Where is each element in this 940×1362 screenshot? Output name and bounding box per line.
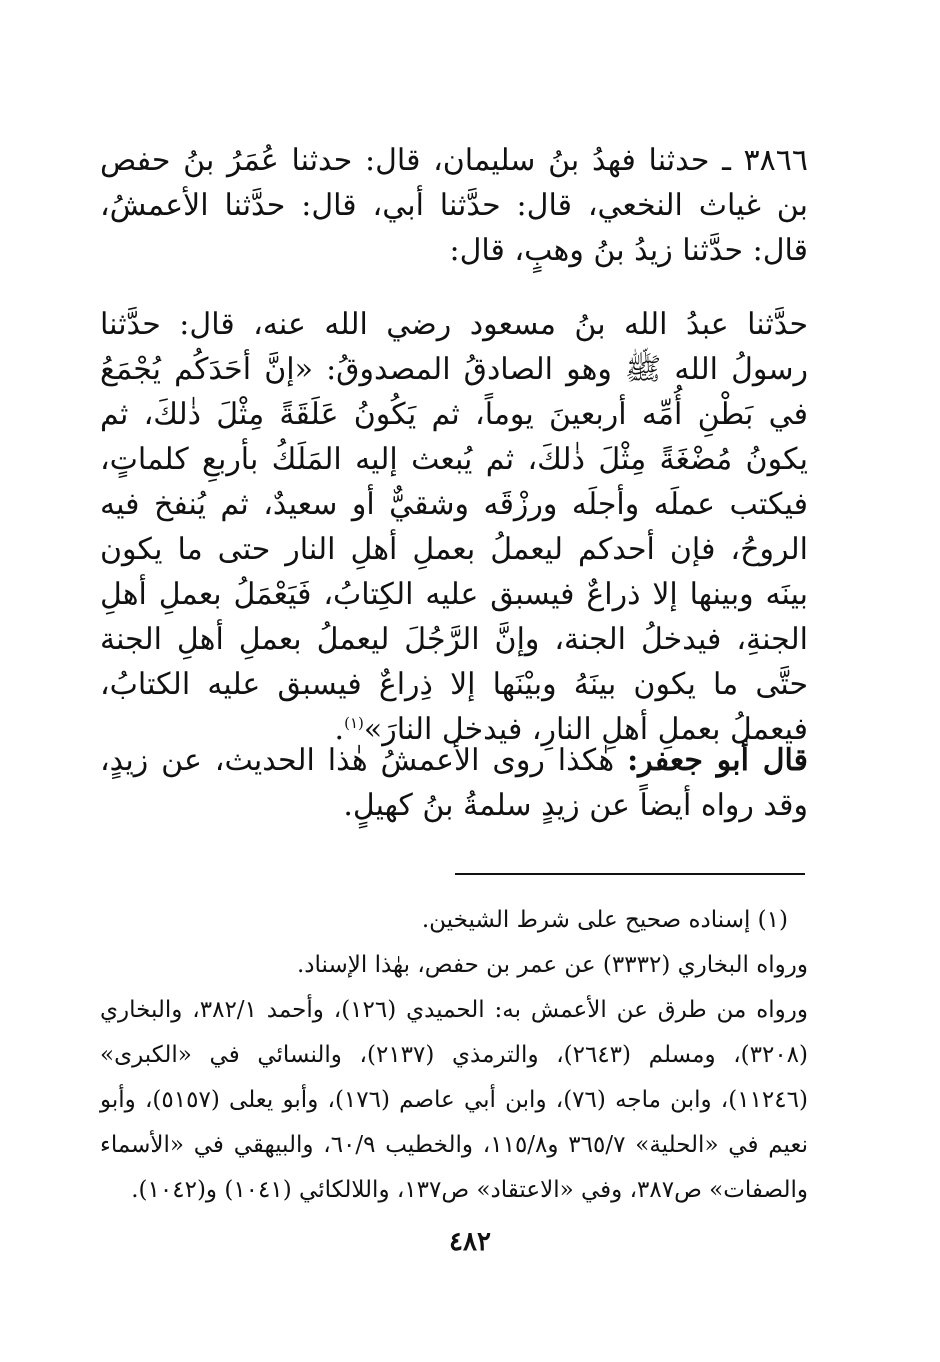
hadith-end-period: . xyxy=(334,712,345,747)
hadith-text-paragraph xyxy=(100,302,808,752)
page-number: ٤٨٢ xyxy=(449,1227,491,1257)
footnote-1: (١) إسناده صحيح على شرط الشيخين. xyxy=(421,907,788,933)
footnote-separator xyxy=(455,873,805,875)
commentary-paragraph xyxy=(100,738,808,828)
commentary-text: هٰكذا روى الأعمشُ هٰذا الحديث، عن زيدٍ، وقد رواه أيضاً عن زيدٍ سلمةُ بنُ كهيلٍ. xyxy=(100,743,808,823)
footnotes-section xyxy=(100,898,808,1213)
commentary-lead: قال أبو جعفر: xyxy=(627,743,808,778)
footnote-bukhari: ورواه البخاري (٣٣٣٢) عن عمر بن حفص، بهٰذا الإسناد. xyxy=(297,952,808,978)
footnote-references: ورواه من طرق عن الأعمش به: الحميدي (١٢٦)، وأحمد ٣٨٢/١، والبخاري (٣٢٠٨)، ومسلم (٢٦٤٣)، والترمذي (٢١٣٧)، والنسائي في «الكبرى» (١١٢٤٦)، وابن ماجه (٧٦)، وابن أبي عاصم (١٧٦)، وأبو يعلى (٥١٥٧)، وأبو نعيم في «الحلية» ٣٦٥/٧ و١١٥/٨، والخطيب ٦٠/٩، والبيهقي في «الأسماء والصفات» ص٣٨٧، وفي «الاعتقاد» ص١٣٧، واللالكائي (١٠٤١) و(١٠٤٢). xyxy=(100,997,809,1203)
hadith-chain-paragraph: ٣٨٦٦ ـ حدثنا فهدُ بنُ سليمان، قال: حدثنا عُمَرُ بنُ حفص بن غياث النخعي، قال: حدَّثنا أبي، قال: حدَّثنا الأعمشُ، قال: حدَّثنا زيدُ بنُ وهبٍ، قال: xyxy=(100,143,808,268)
hadith-text: حدَّثنا عبدُ الله بنُ مسعود رضي الله عنه، قال: حدَّثنا رسولُ الله ﷺ وهو الصادقُ المصدوقُ: «إنَّ أحَدَكُم يُجْمَعُ في بَطْنِ أُمِّه أربعينَ يوماً، ثم يَكُونُ عَلَقَةً مِثْلَ ذٰلكَ، ثم يكونُ مُضْغَةً مِثْلَ ذٰلكَ، ثم يُبعث إليه المَلَكُ بأربعِ كلماتٍ، فيكتب عملَه وأجلَه ورزْقَه وشقيٌّ أو سعيدٌ، ثم يُنفخ فيه الروحُ، فإن أحدكم ليعملُ بعملِ أهلِ النار حتى ما يكون بينَه وبينها إلا ذراعٌ فيسبق عليه الكِتابُ، فَيَعْمَلُ بعملِ أهلِ الجنةِ، فيدخلُ الجنة، وإنَّ الرَّجُلَ ليعملُ بعملِ أهلِ الجنة حتَّى ما يكون بينَهُ وبيْنَها إلا ذِراعٌ فيسبق عليه الكتابُ، فيعملُ بعملِ أهلِ النارِ، فيدخل النارَ» xyxy=(100,307,808,747)
footnote-marker: (١) xyxy=(344,714,364,732)
